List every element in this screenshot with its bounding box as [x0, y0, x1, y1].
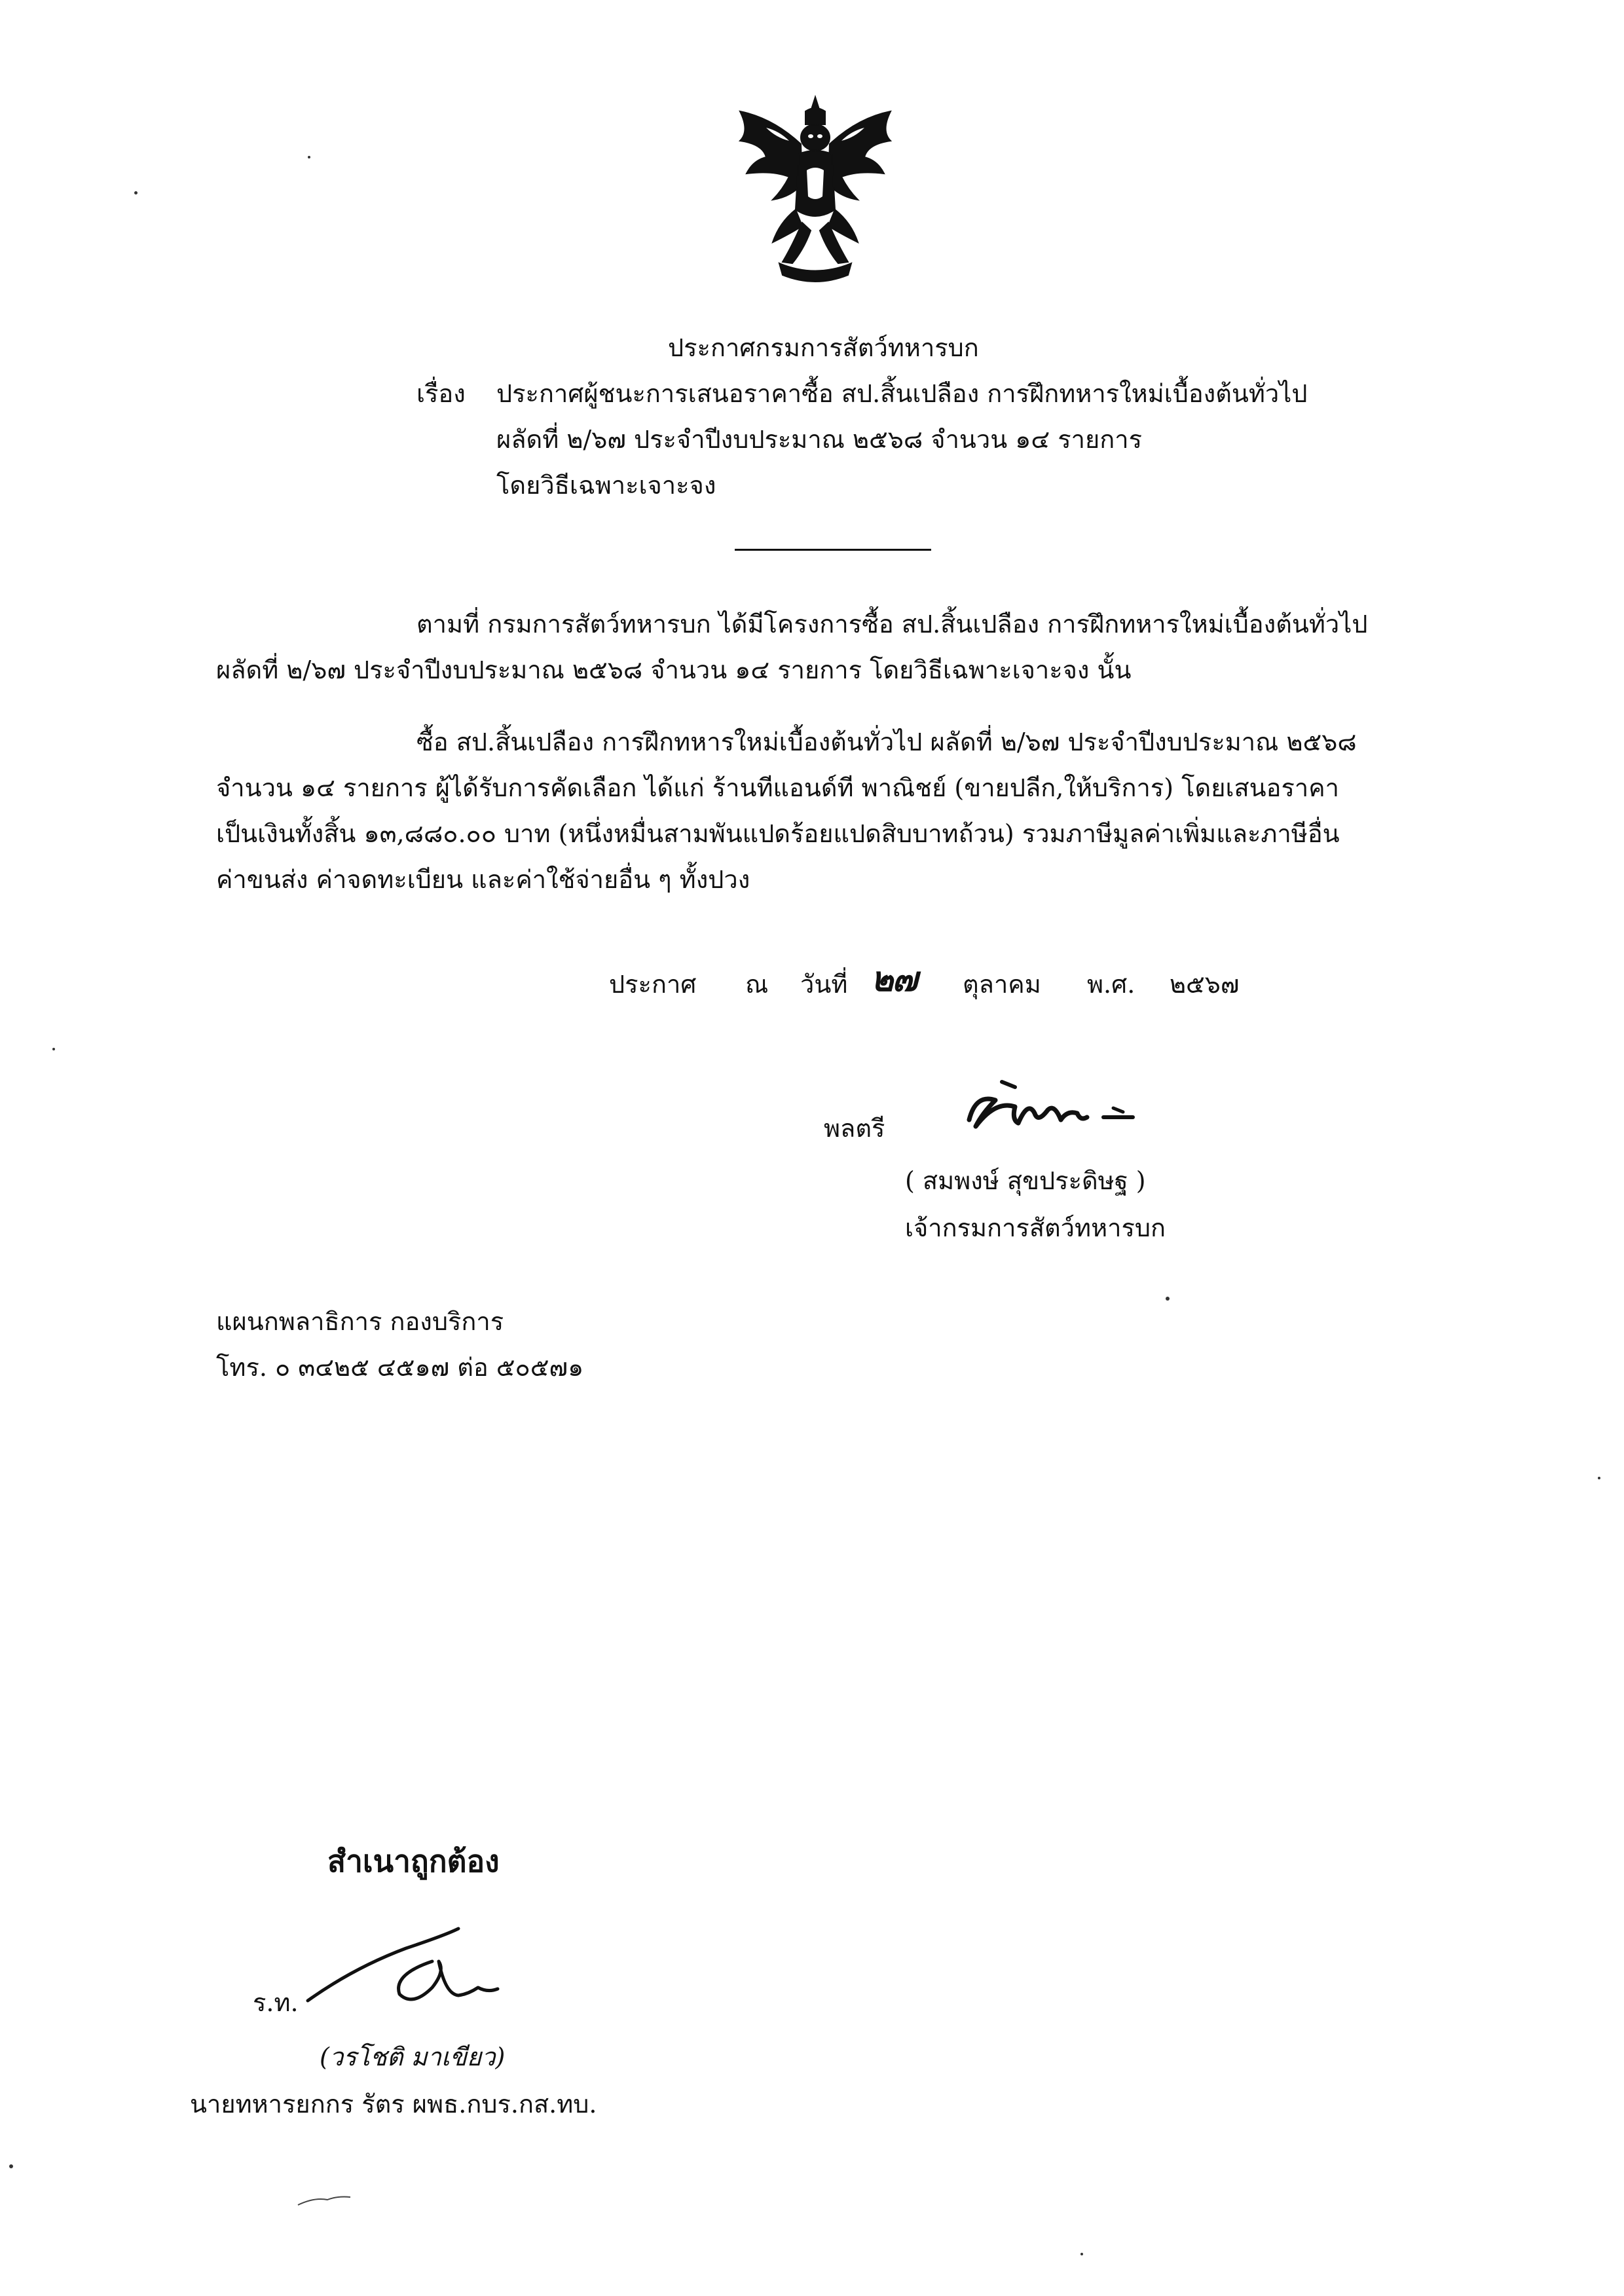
subject-line-3: โดยวิธีเฉพาะเจาะจง	[496, 471, 716, 500]
scan-speck	[134, 191, 138, 194]
scan-speck	[308, 156, 310, 158]
certified-copy-rank: ร.ท.	[253, 1988, 299, 2017]
document-title: ประกาศกรมการสัตว์ทหารบก	[668, 333, 979, 362]
contact-phone: โทร. ๐ ๓๔๒๕ ๔๕๑๗ ต่อ ๕๐๕๗๑	[216, 1353, 584, 1382]
date-day-label: วันที่	[800, 970, 848, 999]
scan-speck	[9, 2164, 13, 2168]
scan-speck	[1080, 2253, 1083, 2255]
date-announce: ประกาศ	[609, 970, 697, 999]
subject-line-2: ผลัดที่ ๒/๖๗ ประจำปีงบประมาณ ๒๕๖๘ จำนวน ๑๔ รายการ	[496, 425, 1143, 454]
signature-icon	[956, 1074, 1153, 1146]
scan-speck	[1166, 1297, 1170, 1301]
contact-unit: แผนกพลาธิการ กองบริการ	[216, 1307, 504, 1336]
signatory-position: เจ้ากรมการสัตว์ทหารบก	[905, 1213, 1166, 1242]
signatory-name: ( สมพงษ์ สุขประดิษฐ )	[905, 1166, 1146, 1195]
certified-copy-heading: สำเนาถูกต้อง	[327, 1843, 500, 1879]
scan-smudge	[295, 2191, 354, 2210]
scan-speck	[52, 1048, 55, 1050]
signatory-rank: พลตรี	[824, 1114, 885, 1143]
para2-line-4: ค่าขนส่ง ค่าจดทะเบียน และค่าใช้จ่ายอื่น ๆ ทั้งปวง	[216, 865, 750, 894]
para1-line-1: ตามที่ กรมการสัตว์ทหารบก ได้มีโครงการซื้อ สป.สิ้นเปลือง การฝึกทหารใหม่เบื้องต้นทั่วไป	[416, 610, 1368, 639]
certified-copy-name: (วรโชติ มาเขียว)	[320, 2043, 506, 2071]
para2-line-2: จำนวน ๑๔ รายการ ผู้ได้รับการคัดเลือก ได้แก่ ร้านทีแอนด์ที พาณิชย์ (ขายปลีก,ให้บริการ) โดยเสนอราคา	[216, 773, 1339, 802]
title-divider	[735, 549, 931, 551]
garuda-emblem-icon	[727, 92, 904, 288]
scan-speck	[1598, 1477, 1600, 1479]
para2-line-3: เป็นเงินทั้งสิ้น ๑๓,๘๘๐.๐๐ บาท (หนึ่งหมื่นสามพันแปดร้อยแปดสิบบาทถ้วน) รวมภาษีมูลค่าเพิ่มและภาษีอื่น	[216, 819, 1340, 848]
subject-line-1: ประกาศผู้ชนะการเสนอราคาซื้อ สป.สิ้นเปลือง การฝึกทหารใหม่เบื้องต้นทั่วไป	[496, 379, 1308, 408]
para1-line-2: ผลัดที่ ๒/๖๗ ประจำปีงบประมาณ ๒๕๖๘ จำนวน ๑๔ รายการ โดยวิธีเฉพาะเจาะจง นั้น	[216, 656, 1132, 684]
para2-line-1: ซื้อ สป.สิ้นเปลือง การฝึกทหารใหม่เบื้องต้นทั่วไป ผลัดที่ ๒/๖๗ ประจำปีงบประมาณ ๒๕๖๘	[416, 728, 1357, 756]
subject-label: เรื่อง	[416, 379, 466, 408]
date-month: ตุลาคม	[963, 970, 1041, 999]
date-era: พ.ศ.	[1087, 970, 1135, 999]
date-at: ณ	[745, 970, 769, 999]
date-year: ๒๕๖๗	[1170, 970, 1240, 999]
certified-copy-position: นายทหารยกกร รัตร ผพธ.กบร.กส.ทบ.	[190, 2090, 597, 2119]
date-day-handwritten: ๒๗	[871, 959, 917, 999]
signature-icon	[301, 1922, 511, 2020]
